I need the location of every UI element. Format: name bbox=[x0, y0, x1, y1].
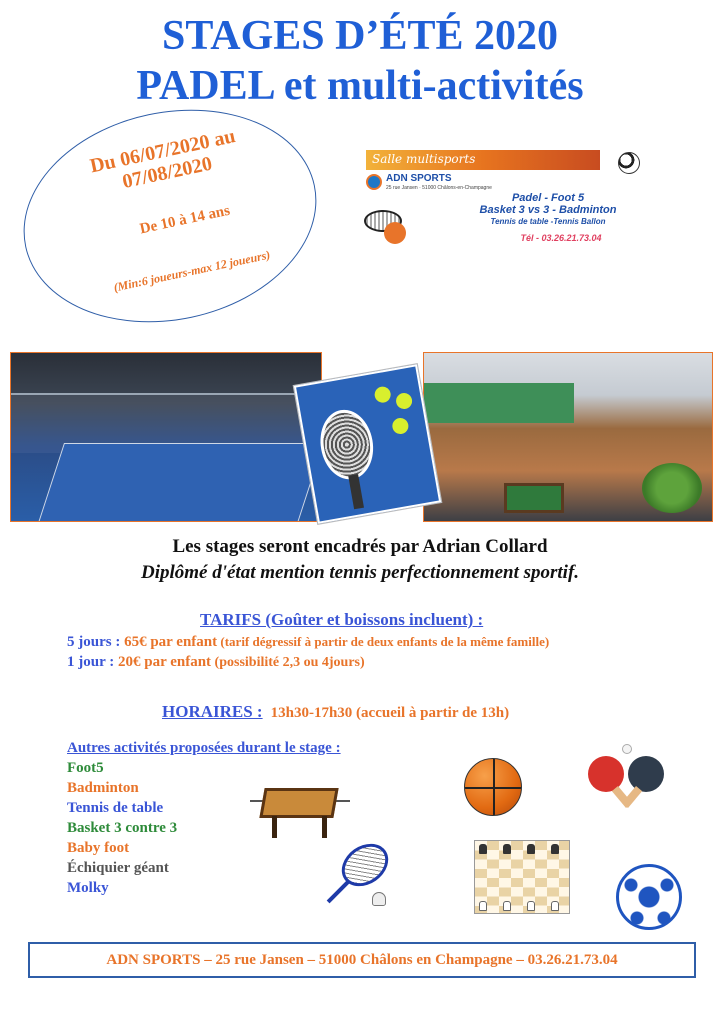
multisport-hall-photo bbox=[423, 352, 713, 522]
tennis-ball-icon bbox=[395, 392, 414, 411]
shuttlecock-icon bbox=[372, 892, 386, 906]
tennis-ball-icon bbox=[373, 385, 392, 404]
padel-racket-image bbox=[315, 406, 378, 484]
stage-dates: Du 06/07/2020 au 07/08/2020 bbox=[88, 125, 238, 193]
pool-table bbox=[504, 483, 564, 513]
chessboard-icon bbox=[474, 840, 570, 914]
activity-item: Tennis de table bbox=[67, 800, 164, 816]
padel-court-photo bbox=[10, 352, 322, 522]
basketball-icon bbox=[464, 758, 522, 816]
activity-item: Molky bbox=[67, 880, 109, 896]
multisports-banner bbox=[358, 150, 648, 250]
basketball-small-icon bbox=[384, 222, 406, 244]
foosball-leg-icon bbox=[322, 816, 327, 838]
activity-item: Foot5 bbox=[67, 760, 104, 776]
footer-address: ADN SPORTS – 25 rue Jansen – 51000 Châlons en Champagne – 03.26.21.73.04 bbox=[28, 942, 696, 978]
tarif-1-note: (possibilité 2,3 ou 4jours) bbox=[211, 655, 365, 670]
banner-line-2: Basket 3 vs 3 - Badminton bbox=[479, 204, 617, 216]
horaires-line bbox=[162, 702, 509, 722]
group-size: (Min:6 joueurs-max 12 joueurs) bbox=[112, 247, 272, 295]
title-line-1: STAGES D’ÉTÉ 2020 bbox=[162, 13, 558, 59]
activity-item: Échiquier géant bbox=[67, 860, 169, 876]
banner-line-3: Tennis de table -Tennis Ballon bbox=[490, 217, 606, 226]
tennis-ball-icon bbox=[391, 417, 410, 436]
hall-plant bbox=[642, 463, 702, 513]
banner-salle-label: Salle multisports bbox=[372, 152, 476, 166]
horaires-value: 13h30-17h30 (accueil à partir de 13h) bbox=[270, 705, 510, 721]
soccer-ball-icon bbox=[616, 864, 682, 930]
activity-item: Basket 3 contre 3 bbox=[67, 820, 178, 836]
soccer-ball-icon bbox=[618, 152, 640, 174]
activities-heading: Autres activités proposées durant le stage : bbox=[67, 740, 341, 756]
banner-address: 25 rue Jansen · 51000 Châlons-en-Champagne bbox=[386, 185, 492, 191]
tarif-1-label: 1 jour : bbox=[67, 654, 118, 670]
badminton-handle-icon bbox=[327, 881, 350, 904]
title-line-2: PADEL et multi-activités bbox=[136, 63, 584, 109]
coach-line: Les stages seront encadrés par Adrian Collard bbox=[172, 536, 548, 557]
pingpong-ball-icon bbox=[622, 744, 632, 754]
court-floor bbox=[38, 443, 322, 522]
tarifs-heading: TARIFS (Goûter et boissons incluent) : bbox=[200, 610, 484, 629]
tarif-5-price: 65€ par enfant bbox=[124, 634, 218, 650]
adn-logo-icon bbox=[366, 174, 382, 190]
foosball-leg-icon bbox=[272, 816, 277, 838]
racket-handle bbox=[348, 474, 364, 509]
pingpong-paddle-black-icon bbox=[628, 756, 664, 792]
tarif-5-days bbox=[67, 634, 549, 651]
horaires-heading: HORAIRES : bbox=[162, 702, 263, 721]
activity-item: Badminton bbox=[67, 780, 139, 796]
banner-line-1: Padel - Foot 5 bbox=[511, 192, 585, 204]
tarif-5-note: (tarif dégressif à partir de deux enfants de la même famille) bbox=[217, 634, 550, 649]
hall-green-area bbox=[424, 383, 574, 423]
banner-phone: Tél - 03.26.21.73.04 bbox=[520, 233, 602, 243]
diploma-line: Diplômé d'état mention tennis perfectionnement sportif. bbox=[140, 562, 580, 583]
racket-balls-photo bbox=[294, 364, 441, 524]
tarif-1-day bbox=[67, 654, 365, 671]
banner-brand: ADN SPORTS bbox=[386, 173, 452, 184]
tarif-5-label: 5 jours : bbox=[67, 634, 125, 650]
foosball-table-icon bbox=[259, 788, 338, 818]
tarif-1-price: 20€ par enfant bbox=[117, 654, 212, 670]
age-range: De 10 à 14 ans bbox=[138, 202, 232, 238]
activity-item: Baby foot bbox=[67, 840, 130, 856]
